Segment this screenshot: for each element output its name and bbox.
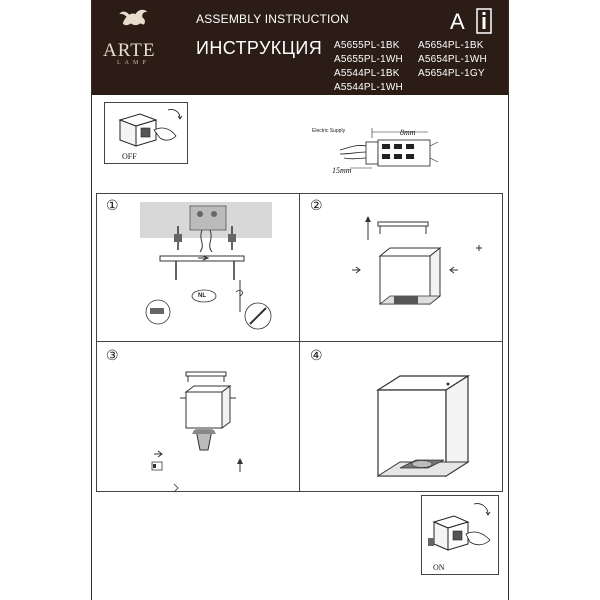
strip-length-label: 8mm: [400, 128, 416, 137]
brand-name: ARTE: [103, 40, 156, 61]
step-number: ④: [310, 348, 323, 364]
model-code: A5655PL-1BK: [334, 40, 400, 51]
model-code: A5655PL-1WH: [334, 54, 403, 65]
model-code: A5654PL-1GY: [418, 68, 485, 79]
model-code: A5544PL-1WH: [334, 82, 403, 93]
step-number: ③: [106, 348, 119, 364]
step-4-illustration: [370, 372, 490, 488]
title-english: ASSEMBLY INSTRUCTION: [196, 12, 349, 26]
step-2-illustration: [348, 212, 488, 322]
step-number: ②: [310, 198, 323, 214]
step-3-illustration: [140, 368, 280, 492]
model-code: A5654PL-1BK: [418, 40, 484, 51]
brand-subtitle: LAMP: [117, 60, 150, 66]
step-1-illustration: [140, 200, 280, 338]
nl-terminal-badge: NL: [198, 293, 206, 299]
model-code: A5654PL-1WH: [418, 54, 487, 65]
griffin-logo-icon: [104, 6, 166, 42]
switch-off-illustration: [110, 106, 186, 152]
model-code: A5544PL-1BK: [334, 68, 400, 79]
on-label: ON: [433, 563, 445, 572]
title-russian: ИНСТРУКЦИЯ: [196, 38, 323, 58]
info-manual-icon: [476, 8, 492, 34]
insulation-length-label: 15mm: [332, 166, 352, 175]
electric-supply-label: Electric Supply: [312, 128, 346, 134]
energy-class-letter: A: [450, 9, 465, 34]
switch-on-illustration: [426, 500, 496, 560]
off-label: OFF: [122, 152, 137, 161]
step-number: ①: [106, 198, 119, 214]
